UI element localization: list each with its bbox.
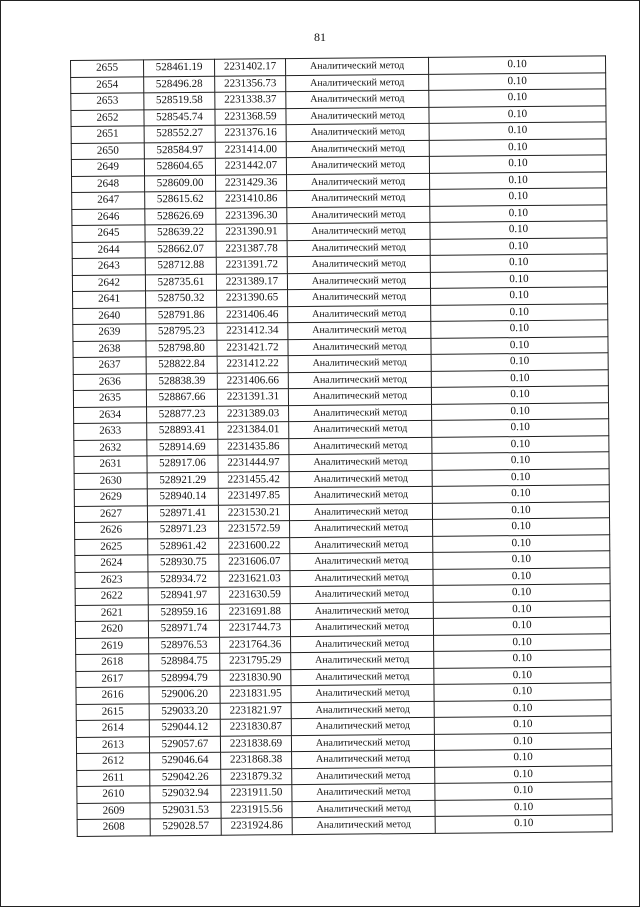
point-number-cell: 2620 [75,621,148,638]
y-coordinate-cell: 2231387.78 [216,240,287,257]
y-coordinate-cell: 2231389.17 [216,273,287,290]
accuracy-cell: 0.10 [431,320,608,338]
accuracy-cell: 0.10 [435,749,612,767]
x-coordinate-cell: 528994.79 [149,670,220,687]
x-coordinate-cell: 528914.69 [147,439,218,456]
x-coordinate-cell: 528798.80 [146,340,217,357]
x-coordinate-cell: 529006.20 [149,686,220,703]
method-cell: Аналитический метод [286,74,429,92]
point-number-cell: 2611 [77,769,150,786]
method-cell: Аналитический метод [286,140,429,158]
x-coordinate-cell: 528615.62 [145,191,216,208]
point-number-cell: 2630 [74,472,147,489]
accuracy-cell: 0.10 [428,56,605,74]
method-cell: Аналитический метод [287,189,430,207]
accuracy-cell: 0.10 [430,204,607,222]
method-cell: Аналитический метод [288,354,431,372]
accuracy-cell: 0.10 [434,650,611,668]
y-coordinate-cell: 2231915.56 [221,801,292,818]
point-number-cell: 2639 [73,324,146,341]
accuracy-cell: 0.10 [432,485,609,503]
point-number-cell: 2619 [76,637,149,654]
point-number-cell: 2638 [73,340,146,357]
y-coordinate-cell: 2231384.01 [218,422,289,439]
accuracy-cell: 0.10 [434,633,611,651]
point-number-cell: 2641 [73,291,146,308]
x-coordinate-cell: 528822.84 [146,356,217,373]
point-number-cell: 2654 [71,76,144,93]
x-coordinate-cell: 528496.28 [144,76,215,93]
method-cell: Аналитический метод [291,668,434,686]
x-coordinate-cell: 528545.74 [144,109,215,126]
x-coordinate-cell: 528971.74 [148,620,219,637]
y-coordinate-cell: 2231879.32 [221,768,292,785]
point-number-cell: 2646 [72,208,145,225]
y-coordinate-cell: 2231391.31 [217,389,288,406]
point-number-cell: 2618 [76,654,149,671]
accuracy-cell: 0.10 [429,122,606,140]
x-coordinate-cell: 528930.75 [148,554,219,571]
point-number-cell: 2636 [73,373,146,390]
y-coordinate-cell: 2231600.22 [219,537,290,554]
y-coordinate-cell: 2231429.36 [216,174,287,191]
y-coordinate-cell: 2231442.07 [215,158,286,175]
x-coordinate-cell: 528961.42 [148,538,219,555]
y-coordinate-cell: 2231356.73 [215,75,286,92]
method-cell: Аналитический метод [291,734,434,752]
method-cell: Аналитический метод [287,173,430,191]
point-number-cell: 2609 [77,802,150,819]
point-number-cell: 2651 [71,126,144,143]
x-coordinate-cell: 528712.88 [145,257,216,274]
y-coordinate-cell: 2231530.21 [218,504,289,521]
point-number-cell: 2617 [76,670,149,687]
method-cell: Аналитический метод [292,783,435,801]
y-coordinate-cell: 2231691.88 [219,603,290,620]
method-cell: Аналитический метод [291,651,434,669]
y-coordinate-cell: 2231389.03 [218,405,289,422]
accuracy-cell: 0.10 [434,716,611,734]
method-cell: Аналитический метод [290,585,433,603]
method-cell: Аналитический метод [285,57,428,75]
method-cell: Аналитический метод [291,701,434,719]
point-number-cell: 2616 [76,687,149,704]
accuracy-cell: 0.10 [435,815,612,833]
accuracy-cell: 0.10 [431,386,608,404]
x-coordinate-cell: 528461.19 [144,59,215,76]
point-number-cell: 2631 [74,456,147,473]
x-coordinate-cell: 528519.58 [144,92,215,109]
x-coordinate-cell: 529033.20 [149,703,220,720]
method-cell: Аналитический метод [286,156,429,174]
y-coordinate-cell: 2231455.42 [218,471,289,488]
y-coordinate-cell: 2231924.86 [221,818,292,835]
accuracy-cell: 0.10 [432,501,609,519]
point-number-cell: 2637 [73,357,146,374]
y-coordinate-cell: 2231435.86 [218,438,289,455]
x-coordinate-cell: 528639.22 [145,224,216,241]
coordinates-table-wrapper [70,56,577,837]
method-cell: Аналитический метод [287,206,430,224]
point-number-cell: 2643 [72,258,145,275]
method-cell: Аналитический метод [290,552,433,570]
method-cell: Аналитический метод [291,635,434,653]
x-coordinate-cell: 528941.97 [148,587,219,604]
y-coordinate-cell: 2231402.17 [214,59,285,76]
x-coordinate-cell: 528940.14 [147,488,218,505]
accuracy-cell: 0.10 [429,138,606,156]
method-cell: Аналитический метод [291,684,434,702]
method-cell: Аналитический метод [288,371,431,389]
x-coordinate-cell: 528971.23 [148,521,219,538]
point-number-cell: 2627 [74,505,147,522]
method-cell: Аналитический метод [287,239,430,257]
y-coordinate-cell: 2231414.00 [215,141,286,158]
point-number-cell: 2649 [71,159,144,176]
x-coordinate-cell: 528867.66 [146,389,217,406]
method-cell: Аналитический метод [289,470,432,488]
method-cell: Аналитический метод [287,255,430,273]
x-coordinate-cell: 528877.23 [147,406,218,423]
method-cell: Аналитический метод [291,717,434,735]
method-cell: Аналитический метод [287,272,430,290]
accuracy-cell: 0.10 [432,402,609,420]
accuracy-cell: 0.10 [431,369,608,387]
x-coordinate-cell: 528791.86 [146,307,217,324]
x-coordinate-cell: 528609.00 [145,175,216,192]
y-coordinate-cell: 2231406.46 [217,306,288,323]
y-coordinate-cell: 2231421.72 [217,339,288,356]
accuracy-cell: 0.10 [434,732,611,750]
method-cell: Аналитический метод [288,305,431,323]
accuracy-cell: 0.10 [433,584,610,602]
x-coordinate-cell: 528984.75 [149,653,220,670]
point-number-cell: 2632 [74,439,147,456]
accuracy-cell: 0.10 [430,254,607,272]
y-coordinate-cell: 2231621.03 [219,570,290,587]
point-number-cell: 2624 [75,555,148,572]
coordinates-table-body [71,56,613,836]
method-cell: Аналитический метод [289,453,432,471]
method-cell: Аналитический метод [290,536,433,554]
y-coordinate-cell: 2231830.87 [220,719,291,736]
y-coordinate-cell: 2231838.69 [220,735,291,752]
x-coordinate-cell: 529044.12 [149,719,220,736]
method-cell: Аналитический метод [292,750,435,768]
y-coordinate-cell: 2231744.73 [219,620,290,637]
y-coordinate-cell: 2231630.59 [219,587,290,604]
point-number-cell: 2647 [72,192,145,209]
accuracy-cell: 0.10 [433,518,610,536]
x-coordinate-cell: 528626.69 [145,208,216,225]
y-coordinate-cell: 2231376.16 [215,125,286,142]
point-number-cell: 2650 [71,142,144,159]
x-coordinate-cell: 528604.65 [144,158,215,175]
x-coordinate-cell: 528921.29 [147,472,218,489]
point-number-cell: 2623 [75,571,148,588]
method-cell: Аналитический метод [292,800,435,818]
accuracy-cell: 0.10 [432,435,609,453]
method-cell: Аналитический метод [288,288,431,306]
x-coordinate-cell: 528795.23 [146,323,217,340]
method-cell: Аналитический метод [286,123,429,141]
accuracy-cell: 0.10 [430,188,607,206]
accuracy-cell: 0.10 [430,270,607,288]
accuracy-cell: 0.10 [434,683,611,701]
accuracy-cell: 0.10 [432,452,609,470]
point-number-cell: 2608 [77,819,150,836]
method-cell: Аналитический метод [289,420,432,438]
x-coordinate-cell: 529032.94 [150,785,221,802]
x-coordinate-cell: 529057.67 [149,736,220,753]
method-cell: Аналитический метод [286,90,429,108]
point-number-cell: 2648 [72,175,145,192]
accuracy-cell: 0.10 [430,237,607,255]
accuracy-cell: 0.10 [429,155,606,173]
accuracy-cell: 0.10 [433,600,610,618]
method-cell: Аналитический метод [289,437,432,455]
point-number-cell: 2634 [74,406,147,423]
point-number-cell: 2635 [73,390,146,407]
y-coordinate-cell: 2231821.97 [220,702,291,719]
x-coordinate-cell: 528552.27 [144,125,215,142]
accuracy-cell: 0.10 [435,798,612,816]
y-coordinate-cell: 2231444.97 [218,455,289,472]
accuracy-cell: 0.10 [433,567,610,585]
point-number-cell: 2655 [71,60,144,77]
accuracy-cell: 0.10 [434,666,611,684]
method-cell: Аналитический метод [288,338,431,356]
x-coordinate-cell: 528934.72 [148,571,219,588]
y-coordinate-cell: 2231338.37 [215,92,286,109]
y-coordinate-cell: 2231396.30 [216,207,287,224]
x-coordinate-cell: 529046.64 [150,752,221,769]
y-coordinate-cell: 2231406.66 [217,372,288,389]
y-coordinate-cell: 2231412.22 [217,356,288,373]
point-number-cell: 2640 [73,307,146,324]
point-number-cell: 2614 [76,720,149,737]
accuracy-cell: 0.10 [434,699,611,717]
method-cell: Аналитический метод [290,602,433,620]
y-coordinate-cell: 2231410.86 [216,191,287,208]
accuracy-cell: 0.10 [433,617,610,635]
method-cell: Аналитический метод [292,816,435,834]
x-coordinate-cell: 528838.39 [146,373,217,390]
accuracy-cell: 0.10 [433,534,610,552]
point-number-cell: 2645 [72,225,145,242]
point-number-cell: 2612 [77,753,150,770]
method-cell: Аналитический метод [290,569,433,587]
coordinates-table [70,55,613,836]
accuracy-cell: 0.10 [429,171,606,189]
point-number-cell: 2633 [74,423,147,440]
accuracy-cell: 0.10 [431,336,608,354]
point-number-cell: 2610 [77,786,150,803]
x-coordinate-cell: 529031.53 [150,802,221,819]
accuracy-cell: 0.10 [432,419,609,437]
point-number-cell: 2642 [72,274,145,291]
y-coordinate-cell: 2231391.72 [216,257,287,274]
y-coordinate-cell: 2231368.59 [215,108,286,125]
method-cell: Аналитический метод [289,503,432,521]
accuracy-cell: 0.10 [432,468,609,486]
y-coordinate-cell: 2231830.90 [220,669,291,686]
x-coordinate-cell: 528971.41 [147,505,218,522]
x-coordinate-cell: 528735.61 [145,274,216,291]
y-coordinate-cell: 2231390.65 [217,290,288,307]
method-cell: Аналитический метод [290,618,433,636]
method-cell: Аналитический метод [289,404,432,422]
x-coordinate-cell: 528976.53 [149,637,220,654]
accuracy-cell: 0.10 [429,105,606,123]
accuracy-cell: 0.10 [429,89,606,107]
y-coordinate-cell: 2231868.38 [221,752,292,769]
y-coordinate-cell: 2231572.59 [219,521,290,538]
method-cell: Аналитический метод [287,222,430,240]
x-coordinate-cell: 529042.26 [150,769,221,786]
point-number-cell: 2621 [75,604,148,621]
page-number: 81 [314,30,326,44]
point-number-cell: 2626 [75,522,148,539]
y-coordinate-cell: 2231606.07 [219,554,290,571]
accuracy-cell: 0.10 [435,765,612,783]
x-coordinate-cell: 528662.07 [145,241,216,258]
x-coordinate-cell: 528917.06 [147,455,218,472]
y-coordinate-cell: 2231911.50 [221,785,292,802]
point-number-cell: 2652 [71,109,144,126]
point-number-cell: 2615 [76,703,149,720]
point-number-cell: 2613 [76,736,149,753]
point-number-cell: 2629 [74,489,147,506]
y-coordinate-cell: 2231764.36 [220,636,291,653]
x-coordinate-cell: 528750.32 [146,290,217,307]
accuracy-cell: 0.10 [429,72,606,90]
accuracy-cell: 0.10 [431,303,608,321]
point-number-cell: 2622 [75,588,148,605]
y-coordinate-cell: 2231795.29 [220,653,291,670]
method-cell: Аналитический метод [289,486,432,504]
x-coordinate-cell: 528893.41 [147,422,218,439]
accuracy-cell: 0.10 [431,287,608,305]
point-number-cell: 2653 [71,93,144,110]
accuracy-cell: 0.10 [433,551,610,569]
y-coordinate-cell: 2231390.91 [216,224,287,241]
y-coordinate-cell: 2231497.85 [218,488,289,505]
method-cell: Аналитический метод [288,387,431,405]
accuracy-cell: 0.10 [430,221,607,239]
accuracy-cell: 0.10 [435,782,612,800]
method-cell: Аналитический метод [290,519,433,537]
x-coordinate-cell: 528584.97 [144,142,215,159]
x-coordinate-cell: 529028.57 [150,818,221,835]
method-cell: Аналитический метод [292,767,435,785]
method-cell: Аналитический метод [288,321,431,339]
x-coordinate-cell: 528959.16 [148,604,219,621]
point-number-cell: 2644 [72,241,145,258]
point-number-cell: 2625 [75,538,148,555]
y-coordinate-cell: 2231831.95 [220,686,291,703]
accuracy-cell: 0.10 [431,353,608,371]
y-coordinate-cell: 2231412.34 [217,323,288,340]
method-cell: Аналитический метод [286,107,429,125]
